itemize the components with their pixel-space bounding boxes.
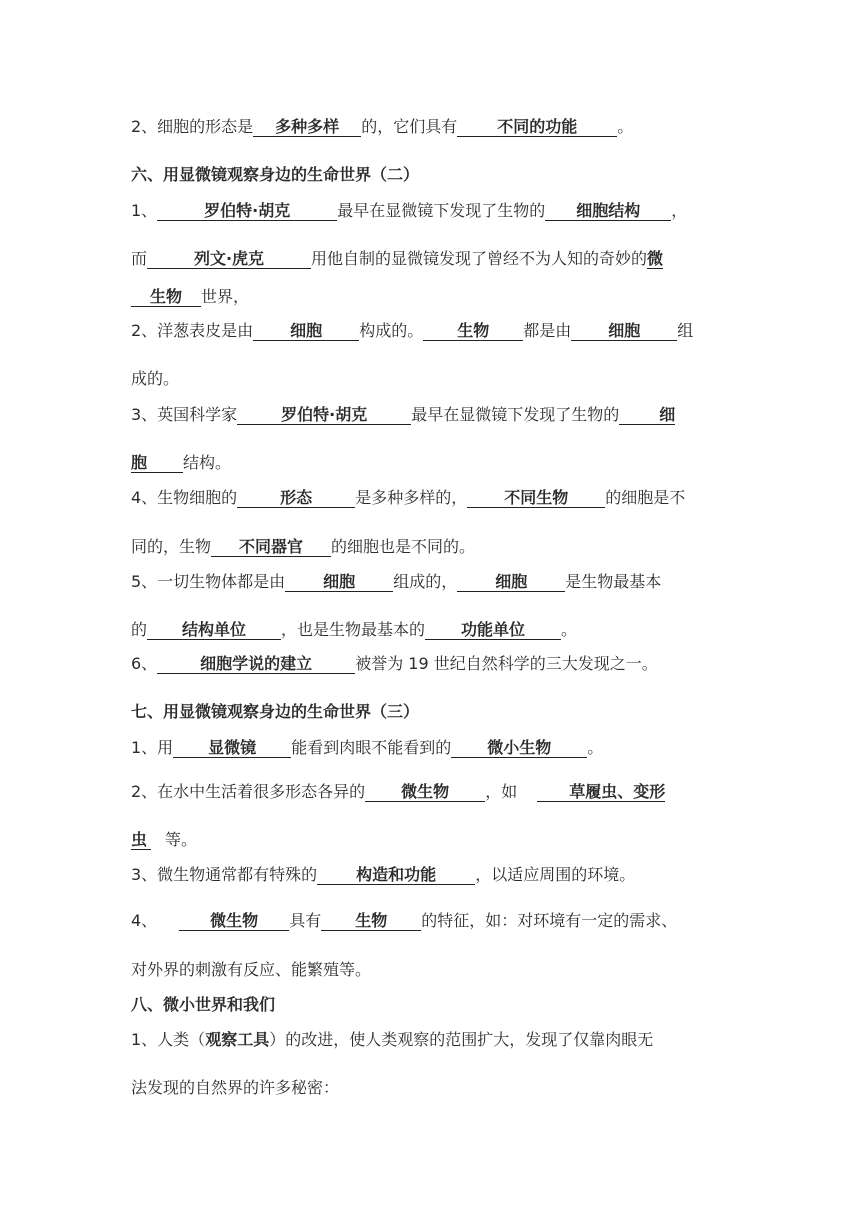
text: 3、英国科学家 <box>131 405 238 424</box>
answer-blank: 草履虫、变形 <box>537 782 665 802</box>
text: 组 <box>677 321 694 340</box>
text: ，也是生物最基本的 <box>281 620 426 639</box>
answer-blank: 结构单位 <box>147 620 281 640</box>
text: 4、生物细胞的 <box>131 488 238 507</box>
text: 。 <box>587 738 604 757</box>
text: 的细胞也是不同的。 <box>331 537 476 556</box>
answer-blank: 形态 <box>237 488 355 508</box>
answer-blank: 构造和功能 <box>317 865 475 885</box>
text-line <box>131 201 687 221</box>
text: 3、微生物通常都有特殊的 <box>131 865 318 884</box>
text: 1、人类（ <box>131 1030 206 1049</box>
text-line <box>131 405 675 425</box>
text-line <box>131 830 197 850</box>
answer-blank: 细胞学说的建立 <box>157 654 355 674</box>
answer-blank: 微 <box>647 249 664 268</box>
text-line <box>131 453 231 473</box>
answer-blank: 胞 <box>131 453 183 473</box>
text-line <box>131 537 475 557</box>
text: 最早在显微镜下发现了生物的 <box>337 201 546 220</box>
text-line <box>131 960 371 980</box>
text: 被誉为 19 世纪自然科学的三大发现之一。 <box>355 654 658 673</box>
answer-blank: 不同器官 <box>211 537 331 557</box>
text: 是生物最基本 <box>565 572 662 591</box>
text-line <box>131 911 677 931</box>
text: 。 <box>617 117 634 136</box>
text: 6、 <box>131 654 158 673</box>
text: ，以适应周围的环境。 <box>475 865 636 884</box>
answer-blank: 生物 <box>423 321 523 341</box>
text-line <box>131 1030 653 1050</box>
text: 同的，生物 <box>131 537 212 556</box>
answer-blank: 罗伯特·胡克 <box>237 405 411 425</box>
text: 2、洋葱表皮是由 <box>131 321 254 340</box>
text: 都是由 <box>523 321 572 340</box>
answer-blank: 不同生物 <box>467 488 605 508</box>
text: 5、一切生物体都是由 <box>131 572 286 591</box>
answer-blank: 显微镜 <box>173 738 291 758</box>
text-line <box>131 369 179 389</box>
text: ）的改进，使人类观察的范围扩大，发现了仅靠肉眼无 <box>269 1030 654 1049</box>
answer-blank: 微小生物 <box>451 738 587 758</box>
section-heading: 八、微小世界和我们 <box>131 995 276 1014</box>
section-heading: 七、用显微镜观察身边的生命世界（三） <box>131 702 420 721</box>
text: 2、在水中生活着很多形态各异的 <box>131 782 366 801</box>
text: 。 <box>561 620 578 639</box>
text-line <box>131 1078 339 1098</box>
text: ， <box>671 201 688 220</box>
text: 的，它们具有 <box>361 117 458 136</box>
text: 等。 <box>165 830 198 849</box>
answer-blank: 细胞 <box>571 321 677 341</box>
text-line <box>131 572 661 592</box>
answer-blank: 微生物 <box>365 782 485 802</box>
answer-blank: 细胞 <box>285 572 393 592</box>
text-line <box>131 249 663 269</box>
answer-blank: 细胞 <box>253 321 359 341</box>
text-line <box>131 620 577 640</box>
text: 的特征，如：对环境有一定的需求、 <box>421 911 678 930</box>
text: 成的。 <box>131 369 180 388</box>
text-line <box>131 654 658 674</box>
answer-blank: 细 <box>619 405 675 425</box>
answer-blank: 多种多样 <box>253 117 361 137</box>
answer-blank: 细胞 <box>457 572 565 592</box>
text: 用他自制的显微镜发现了曾经不为人知的奇妙的 <box>311 249 648 268</box>
answer-blank: 功能单位 <box>425 620 561 640</box>
text-line <box>131 287 249 307</box>
section-heading: 六、用显微镜观察身边的生命世界（二） <box>131 165 420 184</box>
text: 具有 <box>289 911 322 930</box>
text-line <box>131 321 693 341</box>
text: 1、 <box>131 201 158 220</box>
answer-blank: 生物 <box>321 911 421 931</box>
text: 结构。 <box>183 453 232 472</box>
text-line <box>131 782 665 802</box>
text: 法发现的自然界的许多秘密： <box>131 1078 340 1097</box>
answer-blank: 罗伯特·胡克 <box>157 201 337 221</box>
answer-blank: 列文·虎克 <box>147 249 311 269</box>
text: 构成的。 <box>359 321 424 340</box>
emphasis-text: 观察工具 <box>205 1030 270 1049</box>
text: ，如 <box>485 782 518 801</box>
text: 1、用 <box>131 738 174 757</box>
answer-blank: 细胞结构 <box>545 201 671 221</box>
text: 组成的， <box>393 572 458 591</box>
text: 的细胞是不 <box>605 488 686 507</box>
text-line <box>131 488 685 508</box>
text: 对外界的刺激有反应、能繁殖等。 <box>131 960 372 979</box>
answer-blank: 生物 <box>131 287 201 307</box>
text: 的 <box>131 620 148 639</box>
text-line <box>131 865 635 885</box>
text-line <box>131 117 633 137</box>
text: 4、 <box>131 911 158 930</box>
text: 最早在显微镜下发现了生物的 <box>411 405 620 424</box>
text: 世界， <box>201 287 250 306</box>
answer-blank: 微生物 <box>179 911 289 931</box>
text: 能看到肉眼不能看到的 <box>291 738 452 757</box>
text: 是多种多样的， <box>355 488 468 507</box>
text-line <box>131 738 603 758</box>
answer-blank: 不同的功能 <box>457 117 617 137</box>
text: 2、细胞的形态是 <box>131 117 254 136</box>
answer-blank: 虫 <box>131 830 151 850</box>
text: 而 <box>131 249 148 268</box>
